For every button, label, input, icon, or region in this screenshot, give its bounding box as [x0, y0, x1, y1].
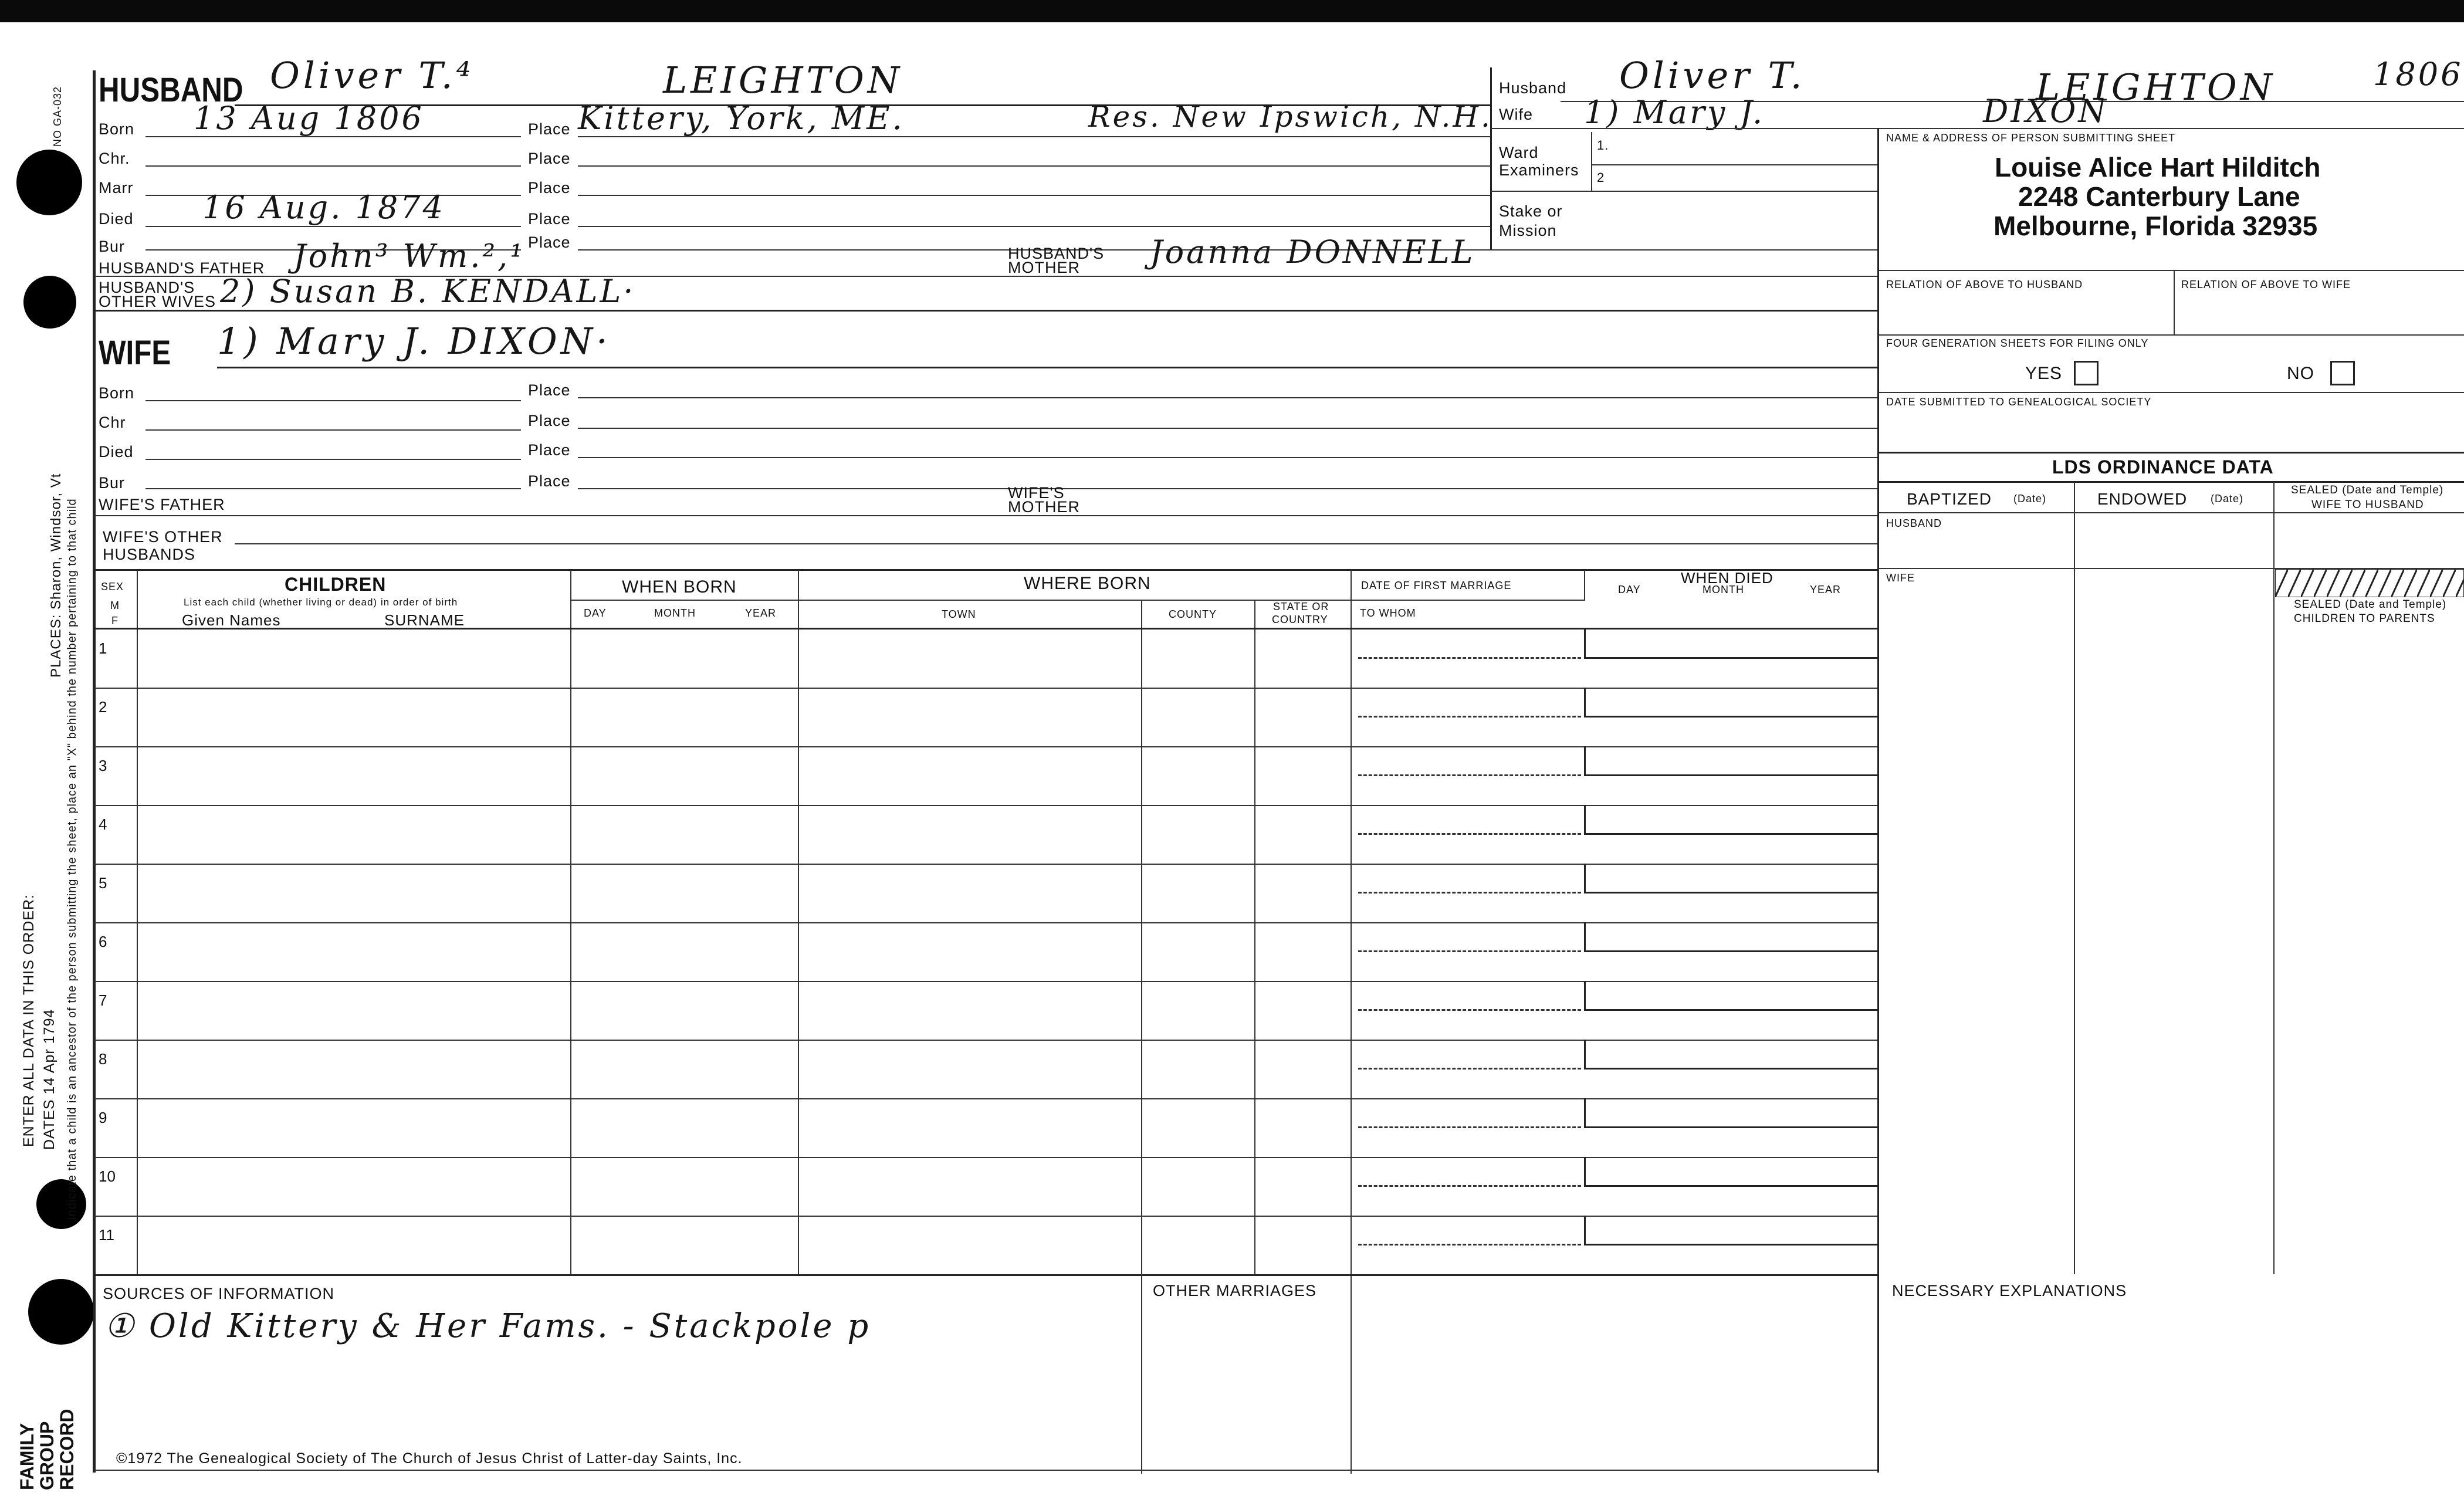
sources-label: SOURCES OF INFORMATION — [103, 1285, 335, 1302]
form-left-border — [93, 70, 96, 1473]
examiner-1: 1. — [1597, 138, 1609, 153]
wife-died-line — [145, 459, 521, 460]
submitter-city: Melbourne, Florida 32935 — [1993, 211, 2318, 241]
child-died-line — [1584, 1126, 1877, 1128]
child-row-number: 9 — [99, 1109, 107, 1126]
four-gen-bottom-line — [1879, 392, 2464, 393]
wife-name: 1) Mary J. DIXON· — [217, 320, 611, 363]
child-row-number: 11 — [99, 1226, 114, 1244]
sealed-cp-1: SEALED (Date and Temple) — [2294, 598, 2447, 611]
husband-born-date: 13 Aug 1806 — [194, 100, 424, 137]
child-row-number: 4 — [99, 815, 107, 833]
child-row-number: 5 — [99, 874, 107, 892]
children-note: List each child (whether living or dead) in order of birth — [184, 597, 458, 608]
child-row-line — [94, 1040, 1877, 1041]
submitter-street: 2248 Canterbury Lane — [2018, 181, 2300, 212]
punch-hole — [28, 1279, 94, 1345]
mission-label: Mission — [1499, 222, 1557, 239]
bur-place-label: Place — [528, 233, 571, 251]
right-column-border — [1877, 128, 1879, 1473]
given-names-header: Given Names — [182, 611, 281, 629]
wife-chr-line — [145, 429, 521, 431]
when-born-header: WHEN BORN — [622, 577, 737, 597]
child-row-number: 6 — [99, 933, 107, 950]
wifes-other-husbands-label — [103, 528, 223, 563]
family-group-record-2: GROUP — [36, 1421, 57, 1490]
enter-all-note: ENTER ALL DATA IN THIS ORDER: — [21, 894, 37, 1147]
chr-line — [145, 165, 521, 167]
husband-died-date: 16 Aug. 1874 — [202, 189, 445, 226]
child-row-number: 7 — [99, 991, 107, 1009]
child-row-line — [94, 688, 1877, 689]
relation-wife-label: RELATION OF ABOVE TO WIFE — [2181, 279, 2351, 290]
husbands-mother: Joanna DONNELL — [1150, 233, 1475, 270]
child-died-line — [1584, 716, 1877, 717]
child-row-line — [94, 1157, 1877, 1158]
examiners-label: Examiners — [1499, 161, 1579, 179]
dates-note: DATES 14 Apr 1794 — [41, 1008, 57, 1150]
child-died-divider — [1584, 1216, 1586, 1244]
child-marriage-dash — [1358, 950, 1581, 952]
necessary-explanations-label: NECESSARY EXPLANATIONS — [1892, 1282, 2127, 1299]
child-died-divider — [1584, 688, 1586, 716]
wife-chr-label: Chr — [99, 414, 126, 431]
children-table-bottom — [94, 1274, 1877, 1276]
child-row-line — [94, 805, 1877, 806]
first-marriage-header: DATE OF FIRST MARRIAGE — [1361, 580, 1512, 591]
day-header: DAY — [584, 607, 607, 619]
child-died-divider — [1584, 864, 1586, 892]
child-marriage-dash — [1358, 1068, 1581, 1069]
family-group-record-3: RECORD — [56, 1409, 77, 1490]
state-header-1: STATE OR — [1273, 601, 1329, 612]
child-marriage-dash — [1358, 774, 1581, 776]
endowed-date-label: (Date) — [2211, 493, 2244, 505]
endowed-label: ENDOWED — [2097, 490, 2188, 508]
lds-title: LDS ORDINANCE DATA — [2052, 456, 2274, 478]
stake-label: Stake or — [1499, 202, 1563, 220]
lds-title-line — [1879, 481, 2464, 483]
rh-husband-name: Oliver T. — [1619, 54, 1806, 97]
rh-year: 1806 — [2373, 56, 2463, 93]
wife-bur-label: Bur — [99, 474, 126, 492]
wife-father-line — [94, 515, 1877, 516]
bur-label: Bur — [99, 238, 126, 255]
child-died-line — [1584, 774, 1877, 776]
child-row-number: 1 — [99, 639, 107, 657]
wife-bur-line — [145, 488, 521, 489]
wife-bur-place-label: Place — [528, 472, 571, 490]
wife-died-label: Died — [99, 443, 134, 461]
died-month-header: MONTH — [1703, 584, 1744, 595]
died-day-header: DAY — [1618, 584, 1641, 595]
state-header-2: COUNTRY — [1272, 614, 1328, 625]
to-whom-header: TO WHOM — [1360, 607, 1416, 619]
husbands-mother-label-2: MOTHER — [1008, 259, 1080, 276]
child-died-line — [1584, 1185, 1877, 1187]
wife-chr-place-line — [578, 428, 1877, 429]
children-header-bottom — [94, 628, 1877, 629]
child-marriage-dash — [1358, 1009, 1581, 1011]
child-died-divider — [1584, 1098, 1586, 1126]
examiner-2: 2 — [1597, 170, 1605, 185]
rh-wife-line — [1491, 128, 2464, 129]
husband-given-name: Oliver T.⁴ — [270, 54, 475, 97]
other-marriages-divider — [1141, 1274, 1142, 1474]
county-col-divider — [1254, 600, 1255, 1274]
husbands-father-label: HUSBAND'S FATHER — [99, 259, 265, 277]
husband-residence: Res. New Ipswich, N.H. — [1088, 100, 1492, 134]
hatched-cell — [2275, 569, 2464, 597]
wife-chr-place-label: Place — [528, 412, 571, 429]
rh-husband-surname: LEIGHTON — [2036, 66, 2276, 109]
child-row-line — [94, 864, 1877, 865]
other-marriages-label: OTHER MARRIAGES — [1153, 1282, 1317, 1299]
lds-col-1-divider — [2074, 482, 2075, 1274]
year-header: YEAR — [745, 607, 777, 619]
examiners-divider — [1591, 132, 1592, 191]
child-marriage-dash — [1358, 833, 1581, 835]
died-place-label: Place — [528, 210, 571, 228]
wife-born-line — [145, 400, 521, 401]
chr-label: Chr. — [99, 150, 130, 167]
rh-wife-name: 1) Mary J. — [1584, 94, 1765, 131]
ward-bottom-line — [1491, 191, 1879, 192]
husbands-other-wives-label — [99, 280, 216, 309]
surname-header: SURNAME — [384, 611, 465, 629]
submitter-bottom-line — [1879, 270, 2464, 271]
child-marriage-dash — [1358, 716, 1581, 717]
town-col-divider — [1141, 600, 1142, 1274]
sex-m: M — [110, 600, 120, 611]
wifes-other-husbands-label-2: HUSBANDS — [103, 546, 196, 563]
form-number: NO GA-032 — [52, 86, 63, 147]
marriage-subline — [1351, 600, 1585, 601]
child-row-line — [94, 746, 1877, 747]
child-row-number: 3 — [99, 757, 107, 774]
lds-header-line — [1879, 512, 2464, 513]
no-label: NO — [2287, 364, 2314, 383]
child-row-number: 2 — [99, 698, 107, 716]
marr-label: Marr — [99, 179, 134, 197]
child-marriage-dash — [1358, 892, 1581, 893]
wife-bur-place-line — [578, 488, 1877, 489]
scan-top-border — [0, 0, 2464, 22]
places-note: PLACES: Sharon, Windsor, Vt — [48, 473, 64, 678]
rh-wife-label: Wife — [1499, 106, 1533, 123]
punch-hole — [23, 276, 76, 329]
submitter-name: Louise Alice Hart Hilditch — [1995, 152, 2321, 182]
child-row-line — [94, 1098, 1877, 1099]
died-year-header: YEAR — [1810, 584, 1842, 595]
husbands-mother-label — [1008, 246, 1104, 275]
indicate-note: Indicate that a child is an ancestor of the person submitting the sheet, place an "X" behind the number pertaining to that child — [66, 498, 79, 1220]
child-died-line — [1584, 950, 1877, 952]
child-died-line — [1584, 1244, 1877, 1245]
died-line — [145, 226, 521, 227]
child-died-divider — [1584, 805, 1586, 833]
relation-husband-label: RELATION OF ABOVE TO HUSBAND — [1886, 279, 2083, 290]
yes-checkbox[interactable] — [2074, 361, 2099, 385]
child-marriage-dash — [1358, 1185, 1581, 1187]
yes-label: YES — [2025, 364, 2063, 383]
marriage-col-divider — [1584, 570, 1585, 600]
husbands-other-wives: 2) Susan B. KENDALL· — [220, 273, 636, 310]
child-died-line — [1584, 1068, 1877, 1069]
child-died-divider — [1584, 1157, 1586, 1185]
husbands-father: John³ Wm.²,¹ — [293, 238, 525, 275]
where-born-subline — [798, 600, 1351, 601]
child-died-divider — [1584, 922, 1586, 950]
marr-place-line — [578, 195, 1490, 196]
sealed-wh-2: WIFE TO HUSBAND — [2311, 499, 2424, 511]
sources-text: ① Old Kittery & Her Fams. - Stackpole p — [104, 1307, 871, 1345]
died-label: Died — [99, 210, 134, 228]
children-header: CHILDREN — [285, 574, 387, 595]
wifes-other-husbands-label-1: WIFE'S OTHER — [103, 528, 223, 546]
child-died-divider — [1584, 746, 1586, 774]
chr-place-line — [578, 165, 1490, 167]
wifes-father-label: WIFE'S FATHER — [99, 496, 225, 513]
wherebborn-col-divider — [1351, 570, 1352, 1474]
wife-died-place-label: Place — [528, 441, 571, 459]
wife-born-place-label: Place — [528, 381, 571, 399]
when-born-subline — [570, 600, 799, 601]
wife-section-bottom — [94, 569, 1877, 571]
county-header: COUNTY — [1169, 608, 1217, 620]
rh-wife-surname: DIXON — [1983, 93, 2108, 130]
wife-heading: WIFE — [99, 334, 171, 372]
punch-hole — [16, 150, 82, 215]
child-died-divider — [1584, 1040, 1586, 1068]
born-label: Born — [99, 120, 135, 138]
wife-died-place-line — [578, 457, 1877, 458]
date-submitted-bottom-line — [1879, 452, 2464, 453]
other-wives-label-2: OTHER WIVES — [99, 293, 216, 310]
family-group-record-1: FAMILY — [16, 1423, 38, 1490]
child-marriage-dash — [1358, 1126, 1581, 1128]
child-died-line — [1584, 833, 1877, 835]
child-row-number: 8 — [99, 1050, 107, 1068]
child-row-number: 10 — [99, 1167, 116, 1185]
husband-section-bottom — [94, 310, 1877, 312]
husband-heading: HUSBAND — [99, 71, 243, 109]
examiner-line — [1592, 164, 1877, 165]
child-row-line — [94, 922, 1877, 923]
right-header-left-border — [1490, 67, 1492, 249]
lds-wife-label: WIFE — [1886, 572, 1915, 584]
child-died-line — [1584, 657, 1877, 659]
sealed-cp-2: CHILDREN TO PARENTS — [2294, 612, 2435, 625]
no-checkbox[interactable] — [2330, 361, 2355, 385]
marr-place-label: Place — [528, 179, 571, 197]
lds-husband-label: HUSBAND — [1886, 517, 1942, 529]
copyright: ©1972 The Genealogical Society of The Church of Jesus Christ of Latter-day Saints, Inc. — [116, 1450, 743, 1467]
form-bottom-line — [94, 1470, 1877, 1471]
when-died-header: WHEN DIED — [1681, 569, 1773, 587]
child-row-line — [94, 1216, 1877, 1217]
baptized-date-label: (Date) — [2013, 493, 2047, 505]
child-died-divider — [1584, 981, 1586, 1009]
sealed-wh-1: SEALED (Date and Temple) — [2291, 484, 2444, 496]
lds-col-2-divider — [2273, 482, 2275, 1274]
relation-bottom-line — [1879, 334, 2464, 336]
child-died-line — [1584, 1009, 1877, 1011]
child-marriage-dash — [1358, 657, 1581, 659]
died-place-line — [578, 226, 1490, 227]
born-place-label: Place — [528, 120, 571, 138]
wifes-mother-label — [1008, 486, 1080, 514]
child-died-line — [1584, 892, 1877, 893]
relation-divider — [2174, 271, 2175, 334]
other-wives-label-1: HUSBAND'S — [99, 279, 195, 296]
rh-husband-label: Husband — [1499, 79, 1567, 97]
wife-other-husbands-line — [235, 543, 1877, 544]
wife-name-line — [217, 367, 1877, 368]
submitter-label: NAME & ADDRESS OF PERSON SUBMITTING SHEET — [1886, 132, 2176, 144]
husband-born-place: Kittery, York, ME. — [578, 100, 905, 137]
husbands-mother-label-1: HUSBAND'S — [1008, 245, 1105, 262]
wifes-mother-label-1: WIFE'S — [1008, 484, 1065, 502]
child-row-line — [94, 981, 1877, 982]
town-header: TOWN — [942, 608, 976, 620]
wife-born-place-line — [578, 397, 1877, 398]
sex-f: F — [111, 615, 119, 627]
wife-born-label: Born — [99, 384, 135, 402]
chr-place-label: Place — [528, 150, 571, 167]
month-header: MONTH — [654, 607, 696, 619]
wifes-mother-label-2: MOTHER — [1008, 498, 1080, 516]
four-gen-label: FOUR GENERATION SHEETS FOR FILING ONLY — [1886, 337, 2149, 349]
where-born-header: WHERE BORN — [1024, 574, 1151, 593]
child-died-divider — [1584, 629, 1586, 657]
date-submitted-label: DATE SUBMITTED TO GENEALOGICAL SOCIETY — [1886, 396, 2152, 408]
child-marriage-dash — [1358, 1244, 1581, 1245]
sex-header: SEX — [101, 581, 124, 593]
ward-label: Ward — [1499, 144, 1539, 161]
husband-surname: LEIGHTON — [663, 59, 903, 101]
baptized-label: BAPTIZED — [1907, 490, 1992, 508]
